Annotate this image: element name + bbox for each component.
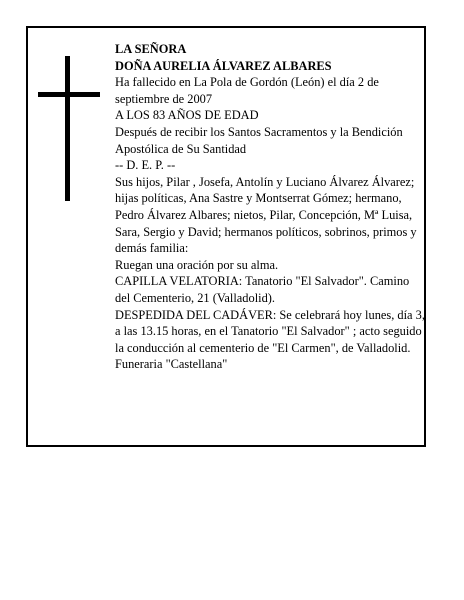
deceased-name: DOÑA AURELIA ÁLVAREZ ALBARES xyxy=(115,58,332,73)
rip-line: -- D. E. P. -- xyxy=(115,158,176,173)
prayer-request: Ruegan una oración por su alma. xyxy=(115,257,279,272)
family-list: Sus hijos, Pilar , Josefa, Antolín y Luciano Álvarez Álvarez; hijas políticas, Ana Sastre y Montserrat Gómez; hermano, Pedro Álvarez Albares; nietos, Pilar, Concepción, Mª Luisa, Sara, Sergio y David; hermanos políticos, sobrinos, primos y demás familia: xyxy=(115,174,417,256)
death-statement: Ha fallecido en La Pola de Gordón (León) el día 2 de septiembre de 2007 xyxy=(115,75,379,106)
age-line: A LOS 83 AÑOS DE EDAD xyxy=(115,108,259,123)
farewell-service: DESPEDIDA DEL CADÁVER: Se celebrará hoy lunes, día 3, a las 13.15 horas, en el Tanatorio "El Salvador" ; acto seguido la conducción al cementerio de "El Carmen", de Valladolid. xyxy=(115,307,425,355)
sacraments-line: Después de recibir los Santos Sacramentos y la Bendición Apostólica de Su Santidad xyxy=(115,124,403,156)
obituary-text xyxy=(115,41,425,373)
wake-chapel: CAPILLA VELATORIA: Tanatorio "El Salvador". Camino del Cementerio, 21 (Valladolid). xyxy=(115,274,410,305)
notice-title: LA SEÑORA xyxy=(115,42,187,56)
cross-vertical-bar xyxy=(65,56,70,201)
cross-horizontal-bar xyxy=(38,92,100,97)
obituary-notice xyxy=(26,26,426,447)
latin-cross-icon xyxy=(38,56,100,201)
funeral-home: Funeraria "Castellana" xyxy=(115,357,228,372)
